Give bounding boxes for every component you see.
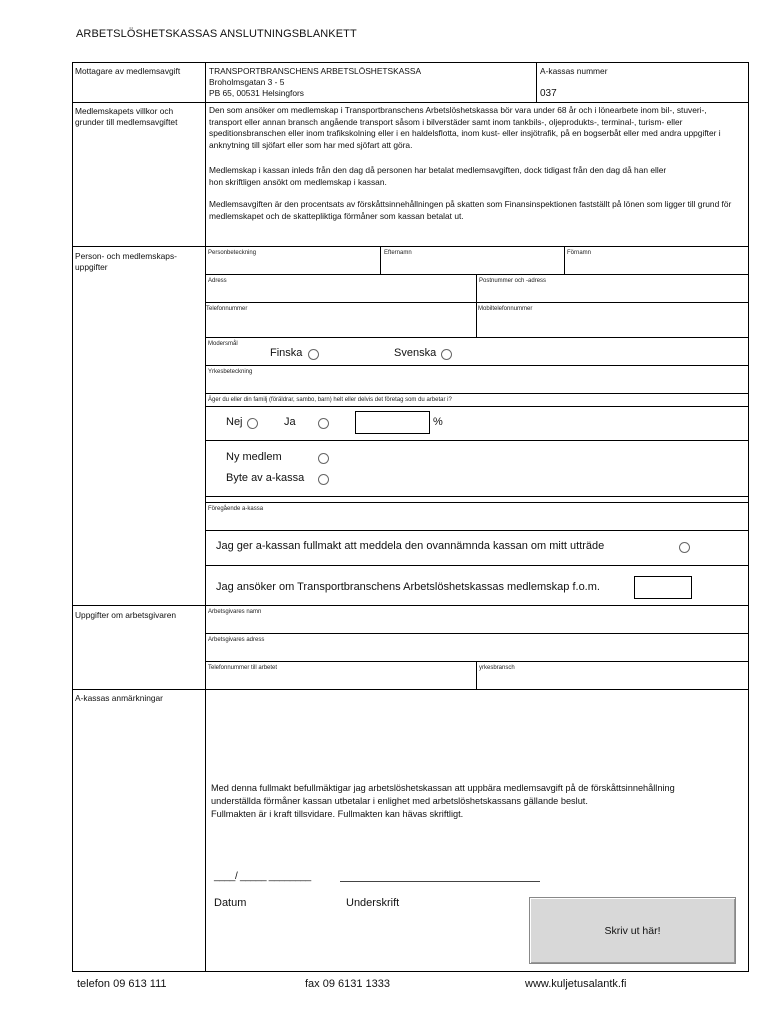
firstname-input[interactable] <box>566 257 746 273</box>
employer-address-label: Arbetsgivares adress <box>208 637 265 643</box>
divider <box>72 689 749 690</box>
phone-input[interactable] <box>207 314 474 334</box>
ownership-question: Äger du eller din familj (föräldrar, sambo, barn) helt eller delvis det företag som du arbetar i? <box>208 397 452 403</box>
recipient-name: TRANSPORTBRANSCHENS ARBETSLÖSHETSKASSA <box>209 66 422 76</box>
signature-line[interactable] <box>340 881 540 882</box>
authorize-radio[interactable] <box>679 542 690 553</box>
column-divider <box>205 62 206 972</box>
terms-paragraph-3: Medlemsavgiften är den procentsats av förskåttsinnehållningen på skatten som Finansinspektionen fastställt på lönen som ligger till grund för medlemskapet och de skattepliktiga förmåner som kassan betalat ut. <box>209 199 732 221</box>
employer-label: Uppgifter om arbetsgivaren <box>75 610 177 620</box>
yes-label: Ja <box>284 416 296 428</box>
frame-left <box>72 62 73 972</box>
firstname-label: Förnamn <box>567 250 592 256</box>
divider <box>72 246 749 247</box>
field-line <box>205 530 749 531</box>
lastname-label: Efternamn <box>384 250 412 256</box>
field-line <box>205 274 749 275</box>
occupation-input[interactable] <box>207 376 746 392</box>
employer-phone-label: Telefonnummer till arbetet <box>208 665 278 671</box>
person-label: Person- och medlemskaps-uppgifter <box>75 251 177 272</box>
change-fund-label: Byte av a-kassa <box>226 472 305 484</box>
field-divider <box>564 246 565 275</box>
no-label: Nej <box>226 416 243 428</box>
terms-paragraph-2: Medlemskap i kassan inleds från den dag då personen har betalat medlemsavgiften, dock tidigast från den dag då han eller hon skriftligen ansökt om medlemskap i kassan. <box>209 165 667 187</box>
field-line <box>205 661 749 662</box>
field-line <box>205 365 749 366</box>
field-line <box>205 633 749 634</box>
ssn-input[interactable] <box>207 257 378 273</box>
occupation-label: Yrkesbeteckning <box>208 369 253 375</box>
change-fund-radio[interactable] <box>318 474 329 485</box>
authorization-line-1: Med denna fullmakt befullmäktigar jag arbetslöshetskassan att uppbära medlemsavgift på de förskåttsinnehållning <box>211 783 675 793</box>
postal-input[interactable] <box>478 285 746 301</box>
field-line <box>205 496 749 497</box>
terms-label: Medlemskapets villkor och grunder till medlemsavgiftet <box>75 106 178 127</box>
swedish-radio[interactable] <box>441 349 452 360</box>
employer-phone-input[interactable] <box>207 672 474 688</box>
authorize-text: Jag ger a-kassan fullmakt att meddela den ovannämnda kassan om mitt utträde <box>216 540 605 552</box>
mobile-label: Mobiltelefonnummer <box>478 306 533 312</box>
previous-fund-label: Föregående a-kassa <box>208 506 264 512</box>
new-member-radio[interactable] <box>318 453 329 464</box>
remarks-label: A-kassas anmärkningar <box>75 693 163 703</box>
apply-text: Jag ansöker om Transportbranschens Arbetslöshetskassas medlemskap f.o.m. <box>216 581 600 593</box>
no-radio[interactable] <box>247 418 258 429</box>
footer-phone: telefon 09 613 111 <box>77 978 167 990</box>
ownership-percent-input[interactable] <box>355 411 430 434</box>
ssn-label: Personbeteckning <box>208 250 257 256</box>
percent-sign: % <box>433 416 443 428</box>
field-divider <box>476 274 477 337</box>
column-divider <box>536 62 537 103</box>
yes-radio[interactable] <box>318 418 329 429</box>
mobile-input[interactable] <box>478 314 746 334</box>
date-field[interactable]: ____/ _____ ________ <box>214 871 311 882</box>
recipient-postal: PB 65, 00531 Helsingfors <box>209 88 304 98</box>
footer-fax: fax 09 6131 1333 <box>305 978 391 990</box>
field-line <box>205 502 749 503</box>
divider <box>72 971 749 972</box>
authorization-line-2: underställda förmåner kassan utbetalar i enlighet med arbetslöshetskassans gällande beslut. <box>211 796 588 806</box>
field-divider <box>476 661 477 690</box>
finnish-label: Finska <box>270 347 303 359</box>
form-title: ARBETSLÖSHETSKASSAS ANSLUTNINGSBLANKETT <box>76 28 357 40</box>
footer-website[interactable]: www.kuljetusalantk.fi <box>525 978 627 990</box>
fund-number-label: A-kassas nummer <box>540 66 608 76</box>
field-line <box>205 337 749 338</box>
address-input[interactable] <box>207 285 474 301</box>
recipient-street: Broholmsgatan 3 - 5 <box>209 77 285 87</box>
terms-paragraph-1: Den som ansöker om medlemskap i Transportbranschens Arbetslöshetskassa bör vara under 68 år och i lönearbete inom bil-, stuveri-, transport eller annan bransch angående transport såsom i bilverstäder samt inom tankbils-, oljeprodukts-, terminal-, turism- eller speditionsbranschen eller inom trafikskolning eller i en haldelsflotta, inom kust- eller insjötrafik, på en bogserbåt eller med andra uppgifter i anknytning till sjöfart eller som har med sjöfart att göra. <box>209 105 721 150</box>
recipient-label: Mottagare av medlemsavgift <box>75 66 181 76</box>
divider <box>72 605 749 606</box>
swedish-label: Svenska <box>394 347 437 359</box>
field-line <box>205 440 749 441</box>
phone-label: Telefonnummer <box>206 306 248 312</box>
address-label: Adress <box>208 278 227 284</box>
language-label: Modersmål <box>208 341 238 347</box>
previous-fund-input[interactable] <box>207 513 746 529</box>
print-button[interactable] <box>529 897 736 964</box>
frame-right <box>748 62 749 972</box>
field-line <box>205 565 749 566</box>
remarks-input[interactable] <box>207 692 746 767</box>
divider <box>72 102 749 103</box>
date-label: Datum <box>214 897 247 909</box>
new-member-label: Ny medlem <box>226 451 282 463</box>
employer-address-input[interactable] <box>207 644 746 660</box>
lastname-input[interactable] <box>382 257 562 273</box>
finnish-radio[interactable] <box>308 349 319 360</box>
signature-label: Underskrift <box>346 897 400 909</box>
branch-label: yrkesbransch <box>479 665 515 671</box>
employer-name-label: Arbetsgivares namn <box>208 609 262 615</box>
employer-name-input[interactable] <box>207 616 746 632</box>
divider <box>72 62 749 63</box>
field-line <box>205 406 749 407</box>
fund-number-value: 037 <box>540 88 557 99</box>
print-button-label: Skriv ut här! <box>604 924 661 937</box>
start-date-input[interactable] <box>634 576 692 599</box>
postal-label: Postnummer och -adress <box>479 278 547 284</box>
field-divider <box>380 246 381 275</box>
field-line <box>205 393 749 394</box>
authorization-line-3: Fullmakten är i kraft tillsvidare. Fullmakten kan hävas skriftligt. <box>211 809 464 819</box>
branch-input[interactable] <box>478 672 746 688</box>
field-line <box>205 302 749 303</box>
